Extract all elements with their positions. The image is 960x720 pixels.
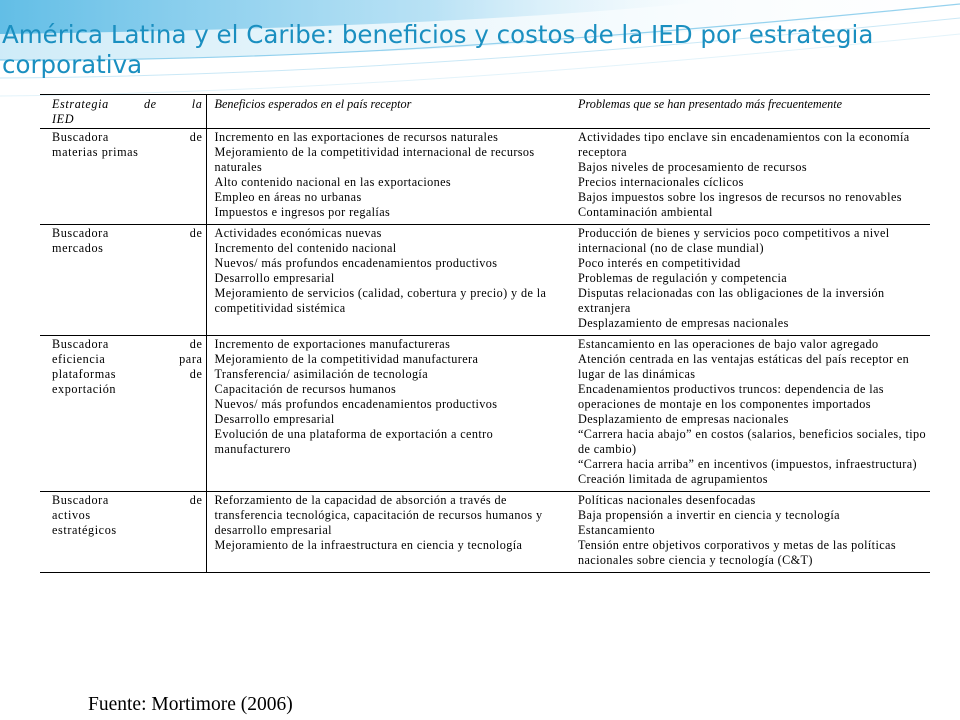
header-problems: Problemas que se han presentado más frecuentemente [578, 97, 842, 111]
problems-cell [570, 492, 930, 573]
header-strategy-line: Estrategia de la [52, 97, 203, 111]
benefit-item: Reforzamiento de la capacidad de absorción a través de transferencia tecnológica, capacitación de recursos humanos y desarrollo empresarial [214, 493, 543, 537]
strategy-cell [40, 336, 206, 492]
benefit-item: Incremento en las exportaciones de recursos naturales [214, 130, 499, 144]
benefit-item: Transferencia/ asimilación de tecnología [214, 367, 429, 381]
problem-item: Bajos impuestos sobre los ingresos de recursos no renovables [578, 190, 902, 204]
strategy-line: exportación [52, 382, 117, 396]
strategy-cell [40, 225, 206, 336]
problem-item: Creación limitada de agrupamientos [578, 472, 768, 486]
problem-item: Encadenamientos productivos truncos: dependencia de las operaciones de montaje en los componentes importados [578, 382, 884, 411]
ied-comparison-table [40, 94, 930, 573]
table-row [40, 492, 930, 573]
benefit-item: Impuestos e ingresos por regalías [214, 205, 391, 219]
problem-item: Disputas relacionadas con las obligaciones de la inversión extranjera [578, 286, 885, 315]
benefits-cell [206, 492, 570, 573]
benefit-item: Capacitación de recursos humanos [214, 382, 397, 396]
benefit-item: Incremento del contenido nacional [214, 241, 397, 255]
problem-item: Actividades tipo enclave sin encadenamientos con la economía receptora [578, 130, 910, 159]
table-row [40, 336, 930, 492]
benefit-item: Mejoramiento de la competitividad internacional de recursos naturales [214, 145, 535, 174]
strategy-line: Buscadora de [52, 130, 203, 144]
strategy-line: activos [52, 508, 91, 522]
benefit-item: Actividades económicas nuevas [214, 226, 382, 240]
problem-item: “Carrera hacia abajo” en costos (salarios, beneficios sociales, tipo de cambio) [578, 427, 927, 456]
strategy-line: materias primas [52, 145, 139, 159]
problem-item: Estancamiento en las operaciones de bajo valor agregado [578, 337, 879, 351]
problems-cell [570, 225, 930, 336]
benefit-item: Mejoramiento de la competitividad manufacturera [214, 352, 479, 366]
problem-item: Atención centrada en las ventajas estáticas del país receptor en lugar de las dinámicas [578, 352, 910, 381]
benefit-item: Incremento de exportaciones manufactureras [214, 337, 451, 351]
source-citation: Fuente: Mortimore (2006) [88, 694, 293, 715]
benefits-cell [206, 225, 570, 336]
strategy-line: estratégicos [52, 523, 117, 537]
benefit-item: Desarrollo empresarial [214, 412, 335, 426]
strategy-line: mercados [52, 241, 104, 255]
slide-title: América Latina y el Caribe: beneficios y costos de la IED por estrategia corporativa [2, 20, 874, 79]
strategy-line: eficiencia para [52, 352, 203, 366]
header-benefits: Beneficios esperados en el país receptor [206, 95, 570, 129]
problem-item: Problemas de regulación y competencia [578, 271, 788, 285]
problem-item: Desplazamiento de empresas nacionales [578, 412, 789, 426]
table-row [40, 129, 930, 225]
problem-item: Tensión entre objetivos corporativos y metas de las políticas nacionales sobre ciencia y tecnología (C&T) [578, 538, 897, 567]
problem-item: Precios internacionales cíclicos [578, 175, 744, 189]
problem-item: Desplazamiento de empresas nacionales [578, 316, 789, 330]
problem-item: Bajos niveles de procesamiento de recursos [578, 160, 807, 174]
table-header-row [40, 95, 930, 129]
problem-item: Contaminación ambiental [578, 205, 713, 219]
strategy-line: Buscadora de [52, 337, 203, 351]
benefit-item: Empleo en áreas no urbanas [214, 190, 362, 204]
benefit-item: Mejoramiento de servicios (calidad, cobertura y precio) y de la competitividad sistémica [214, 286, 547, 315]
table-body [40, 129, 930, 573]
header-strategy-line: IED [52, 112, 75, 126]
benefit-item: Nuevos/ más profundos encadenamientos productivos [214, 256, 498, 270]
problem-item: Producción de bienes y servicios poco competitivos a nivel internacional (no de clase mundial) [578, 226, 890, 255]
benefits-cell [206, 336, 570, 492]
problems-cell [570, 336, 930, 492]
strategy-cell [40, 129, 206, 225]
strategy-line: plataformas de [52, 367, 203, 381]
benefit-item: Mejoramiento de la infraestructura en ciencia y tecnología [214, 538, 523, 552]
problem-item: Poco interés en competitividad [578, 256, 741, 270]
benefit-item: Alto contenido nacional en las exportaciones [214, 175, 452, 189]
problem-item: “Carrera hacia arriba” en incentivos (impuestos, infraestructura) [578, 457, 918, 471]
header-strategy [40, 95, 206, 129]
strategy-line: Buscadora de [52, 493, 203, 507]
problem-item: Baja propensión a invertir en ciencia y tecnología [578, 508, 840, 522]
strategy-cell [40, 492, 206, 573]
problem-item: Estancamiento [578, 523, 655, 537]
benefit-item: Desarrollo empresarial [214, 271, 335, 285]
strategy-line: Buscadora de [52, 226, 203, 240]
benefit-item: Evolución de una plataforma de exportación a centro manufacturero [214, 427, 494, 456]
benefits-cell [206, 129, 570, 225]
problems-cell [570, 129, 930, 225]
benefit-item: Nuevos/ más profundos encadenamientos productivos [214, 397, 498, 411]
table-row [40, 225, 930, 336]
problem-item: Políticas nacionales desenfocadas [578, 493, 756, 507]
